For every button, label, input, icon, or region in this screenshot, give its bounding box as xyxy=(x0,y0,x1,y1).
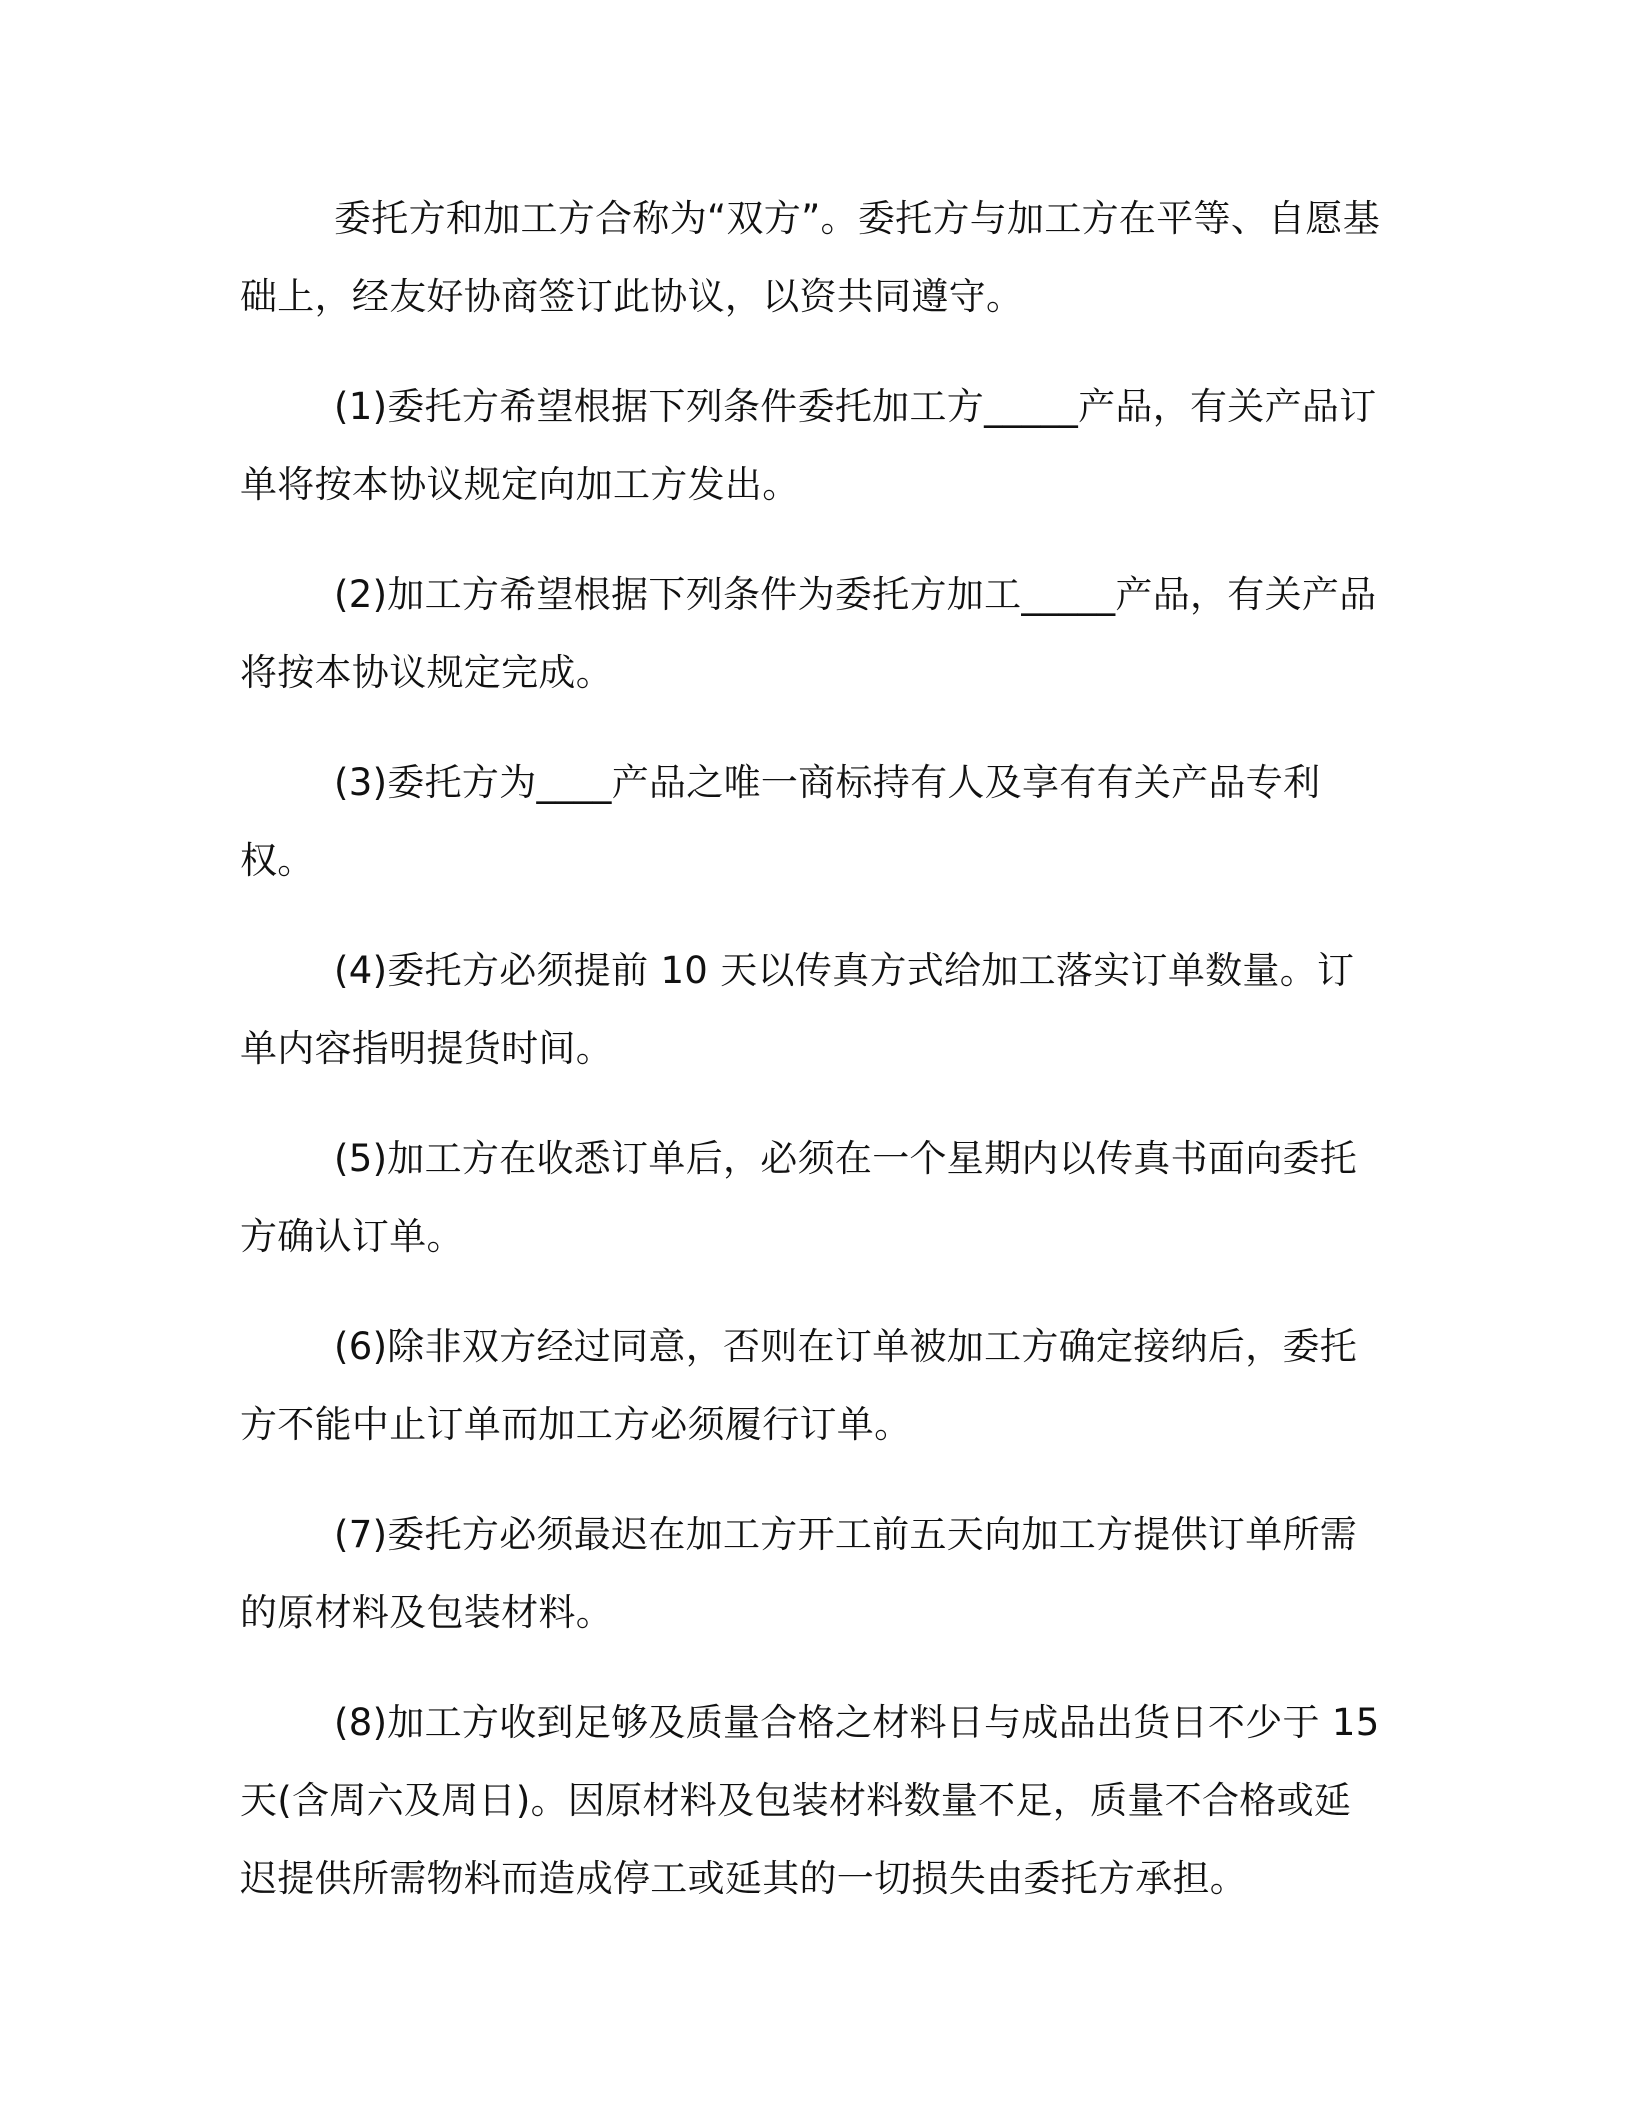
document-body xyxy=(240,180,1386,1950)
paragraph-clause-6: (6)除非双方经过同意，否则在订单被加工方确定接纳后，委托方不能中止订单而加工方必须履行订单。 xyxy=(240,1325,1358,1446)
paragraph-clause-5: (5)加工方在收悉订单后，必须在一个星期内以传真书面向委托方确认订单。 xyxy=(240,1137,1358,1258)
paragraph-clause-2: (2)加工方希望根据下列条件为委托方加工_____产品，有关产品将按本协议规定完成。 xyxy=(240,573,1377,694)
paragraph-clause-4: (4)委托方必须提前 10 天以传真方式给加工落实订单数量。订单内容指明提货时间。 xyxy=(240,949,1355,1070)
paragraph-clause-1: (1)委托方希望根据下列条件委托加工方_____产品，有关产品订单将按本协议规定向加工方发出。 xyxy=(240,385,1377,506)
paragraph-intro: 委托方和加工方合称为“双方”。委托方与加工方在平等、自愿基础上，经友好协商签订此协议，以资共同遵守。 xyxy=(240,197,1381,318)
paragraph-clause-3: (3)委托方为____产品之唯一商标持有人及享有有关产品专利权。 xyxy=(240,761,1321,882)
paragraph-clause-8: (8)加工方收到足够及质量合格之材料日与成品出货日不少于 15 天(含周六及周日)。因原材料及包装材料数量不足，质量不合格或延迟提供所需物料而造成停工或延其的一切损失由委托方承担。 xyxy=(240,1701,1380,1900)
paragraph-clause-7: (7)委托方必须最迟在加工方开工前五天向加工方提供订单所需的原材料及包装材料。 xyxy=(240,1513,1358,1634)
